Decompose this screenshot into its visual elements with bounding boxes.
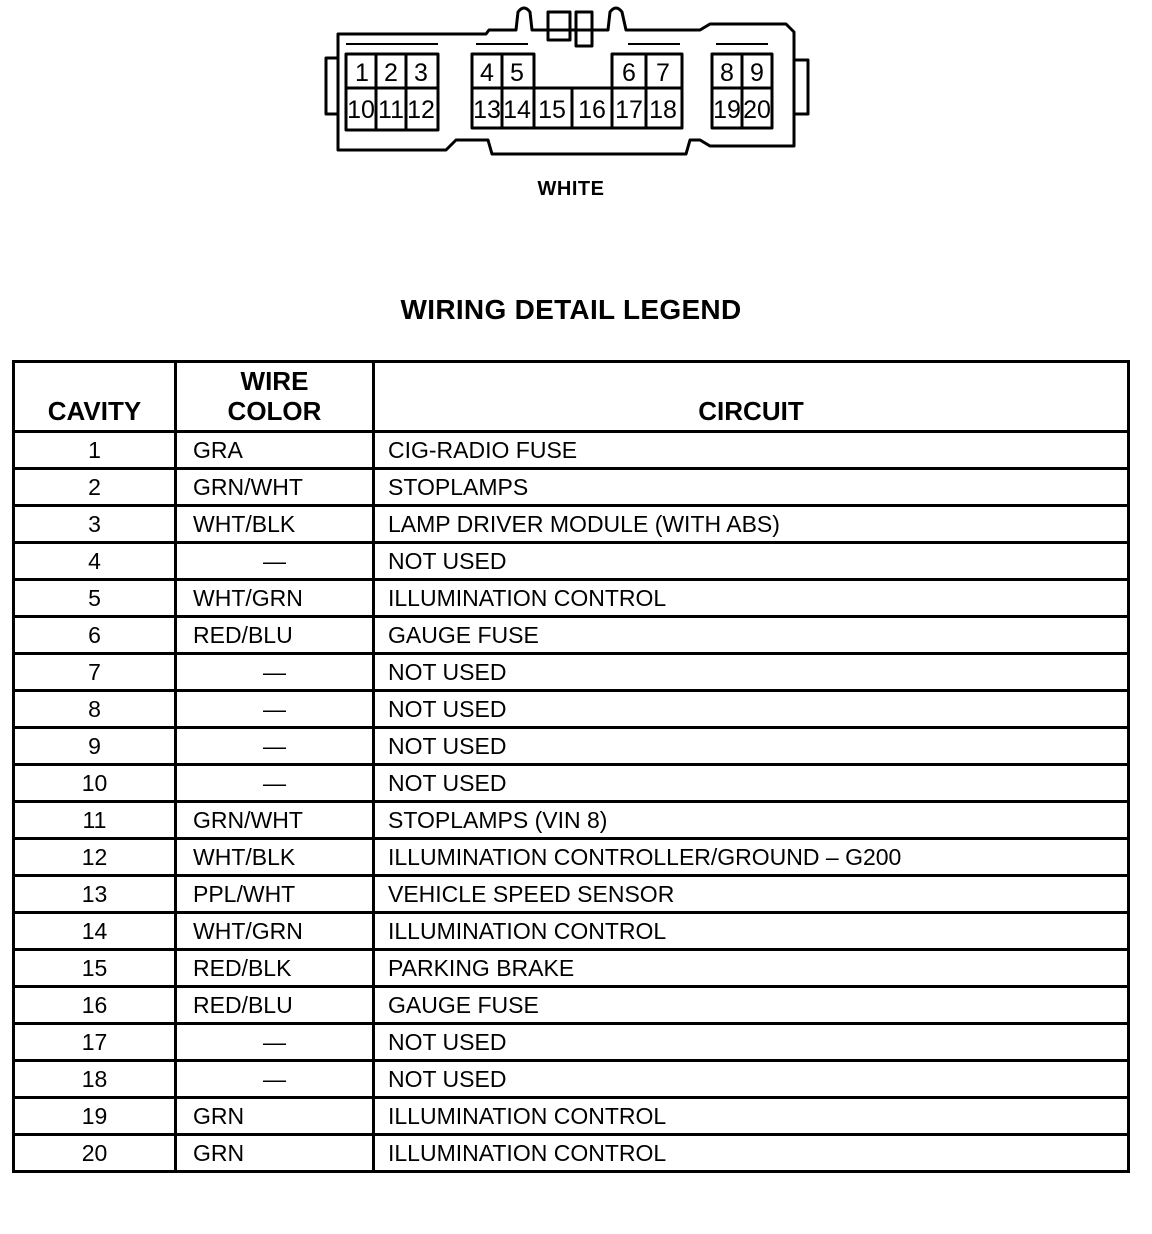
right-latch: [794, 60, 808, 114]
wire-color-cell: RED/BLU: [176, 617, 374, 654]
wire-color-cell: RED/BLU: [176, 987, 374, 1024]
cavity-cell: 20: [14, 1135, 176, 1172]
cavity-cell: 3: [14, 506, 176, 543]
cavity-number: 13: [473, 96, 501, 124]
cavity-number: 15: [538, 96, 566, 124]
circuit-cell: ILLUMINATION CONTROL: [374, 580, 1129, 617]
cavity-number: 1: [355, 59, 369, 87]
wire-color-cell: PPL/WHT: [176, 876, 374, 913]
cavity-cell: 8: [14, 691, 176, 728]
table-row: [14, 691, 1129, 728]
wire-color-cell: —: [176, 1061, 374, 1098]
wire-color-cell: WHT/BLK: [176, 506, 374, 543]
table-row: [14, 1061, 1129, 1098]
cavity-number: 4: [480, 59, 494, 87]
table-row: [14, 913, 1129, 950]
wire-color-cell: GRN/WHT: [176, 802, 374, 839]
cavity-cell: 9: [14, 728, 176, 765]
cavity-cell: 6: [14, 617, 176, 654]
table-row: [14, 1098, 1129, 1135]
table-row: [14, 802, 1129, 839]
table-row: [14, 950, 1129, 987]
wire-color-cell: —: [176, 543, 374, 580]
wire-color-cell: WHT/GRN: [176, 913, 374, 950]
table-header-row: [14, 362, 1129, 432]
cavity-number: 20: [743, 96, 771, 124]
table-row: [14, 617, 1129, 654]
circuit-cell: GAUGE FUSE: [374, 987, 1129, 1024]
cavity-cell: 12: [14, 839, 176, 876]
connector-color-label: WHITE: [537, 178, 605, 200]
circuit-cell: NOT USED: [374, 1061, 1129, 1098]
wire-color-cell: WHT/BLK: [176, 839, 374, 876]
wire-color-cell: —: [176, 728, 374, 765]
cavity-cell: 4: [14, 543, 176, 580]
table-row: [14, 728, 1129, 765]
left-latch: [326, 58, 338, 114]
cavity-cell: 15: [14, 950, 176, 987]
circuit-cell: NOT USED: [374, 765, 1129, 802]
wire-color-cell: —: [176, 765, 374, 802]
cavity-number: 16: [578, 96, 606, 124]
cavity-cell: 10: [14, 765, 176, 802]
table-row: [14, 987, 1129, 1024]
cavity-number: 11: [378, 96, 404, 124]
table-row: [14, 506, 1129, 543]
circuit-cell: STOPLAMPS: [374, 469, 1129, 506]
cavity-cell: 11: [14, 802, 176, 839]
circuit-cell: NOT USED: [374, 691, 1129, 728]
table-row: [14, 543, 1129, 580]
circuit-cell: ILLUMINATION CONTROL: [374, 913, 1129, 950]
cavity-cell: 18: [14, 1061, 176, 1098]
cavity-number: 6: [622, 59, 636, 87]
cavity-number: 8: [720, 59, 734, 87]
wire-color-cell: GRA: [176, 432, 374, 469]
cavity-number: 2: [384, 59, 398, 87]
header-wire-color-line2: COLOR: [227, 396, 322, 426]
header-cavity: [14, 362, 176, 432]
table-row: [14, 654, 1129, 691]
circuit-cell: NOT USED: [374, 1024, 1129, 1061]
header-circuit: [374, 362, 1129, 432]
wire-color-cell: GRN/WHT: [176, 469, 374, 506]
cavity-number: 5: [510, 59, 524, 87]
header-circuit-label: CIRCUIT: [698, 396, 804, 426]
circuit-cell: LAMP DRIVER MODULE (WITH ABS): [374, 506, 1129, 543]
connector-diagram: [0, 0, 1152, 175]
cavity-number: 14: [503, 96, 531, 124]
cavity-cell: 13: [14, 876, 176, 913]
wire-color-cell: WHT/GRN: [176, 580, 374, 617]
circuit-cell: GAUGE FUSE: [374, 617, 1129, 654]
circuit-cell: VEHICLE SPEED SENSOR: [374, 876, 1129, 913]
header-wire-color-line1: WIRE: [240, 366, 309, 396]
wire-color-cell: —: [176, 654, 374, 691]
header-wire-color: [176, 362, 374, 432]
cavity-cell: 2: [14, 469, 176, 506]
circuit-cell: PARKING BRAKE: [374, 950, 1129, 987]
circuit-cell: NOT USED: [374, 654, 1129, 691]
cavity-number: 7: [656, 59, 670, 87]
cavity-cell: 5: [14, 580, 176, 617]
table-row: [14, 876, 1129, 913]
circuit-cell: NOT USED: [374, 543, 1129, 580]
center-key: [548, 12, 570, 40]
cavity-cell: 7: [14, 654, 176, 691]
cavity-cell: 19: [14, 1098, 176, 1135]
wire-color-cell: RED/BLK: [176, 950, 374, 987]
circuit-cell: NOT USED: [374, 728, 1129, 765]
circuit-cell: ILLUMINATION CONTROL: [374, 1098, 1129, 1135]
table-row: [14, 765, 1129, 802]
cavity-number: 18: [649, 96, 677, 124]
cavity-number: 17: [615, 96, 643, 124]
wire-color-cell: GRN: [176, 1135, 374, 1172]
cavity-number: 10: [347, 96, 375, 124]
circuit-cell: ILLUMINATION CONTROL: [374, 1135, 1129, 1172]
circuit-cell: ILLUMINATION CONTROLLER/GROUND – G200: [374, 839, 1129, 876]
cavity-cell: 1: [14, 432, 176, 469]
circuit-cell: STOPLAMPS (VIN 8): [374, 802, 1129, 839]
cavity-cell: 17: [14, 1024, 176, 1061]
cavity-cell: 14: [14, 913, 176, 950]
table-row: [14, 1024, 1129, 1061]
table-row: [14, 469, 1129, 506]
wire-color-cell: —: [176, 1024, 374, 1061]
legend-title: WIRING DETAIL LEGEND: [400, 294, 742, 325]
cavity-number: 3: [414, 59, 428, 87]
circuit-cell: CIG-RADIO FUSE: [374, 432, 1129, 469]
cavity-number: 9: [750, 59, 764, 87]
cavity-number: 19: [713, 96, 741, 124]
wiring-legend-table: [12, 360, 1130, 1173]
table-row: [14, 432, 1129, 469]
cavity-number: 12: [407, 96, 435, 124]
cavity-cell: 16: [14, 987, 176, 1024]
wire-color-cell: GRN: [176, 1098, 374, 1135]
header-cavity-label: CAVITY: [47, 396, 142, 426]
table-row: [14, 1135, 1129, 1172]
table-row: [14, 839, 1129, 876]
table-row: [14, 580, 1129, 617]
wire-color-cell: —: [176, 691, 374, 728]
